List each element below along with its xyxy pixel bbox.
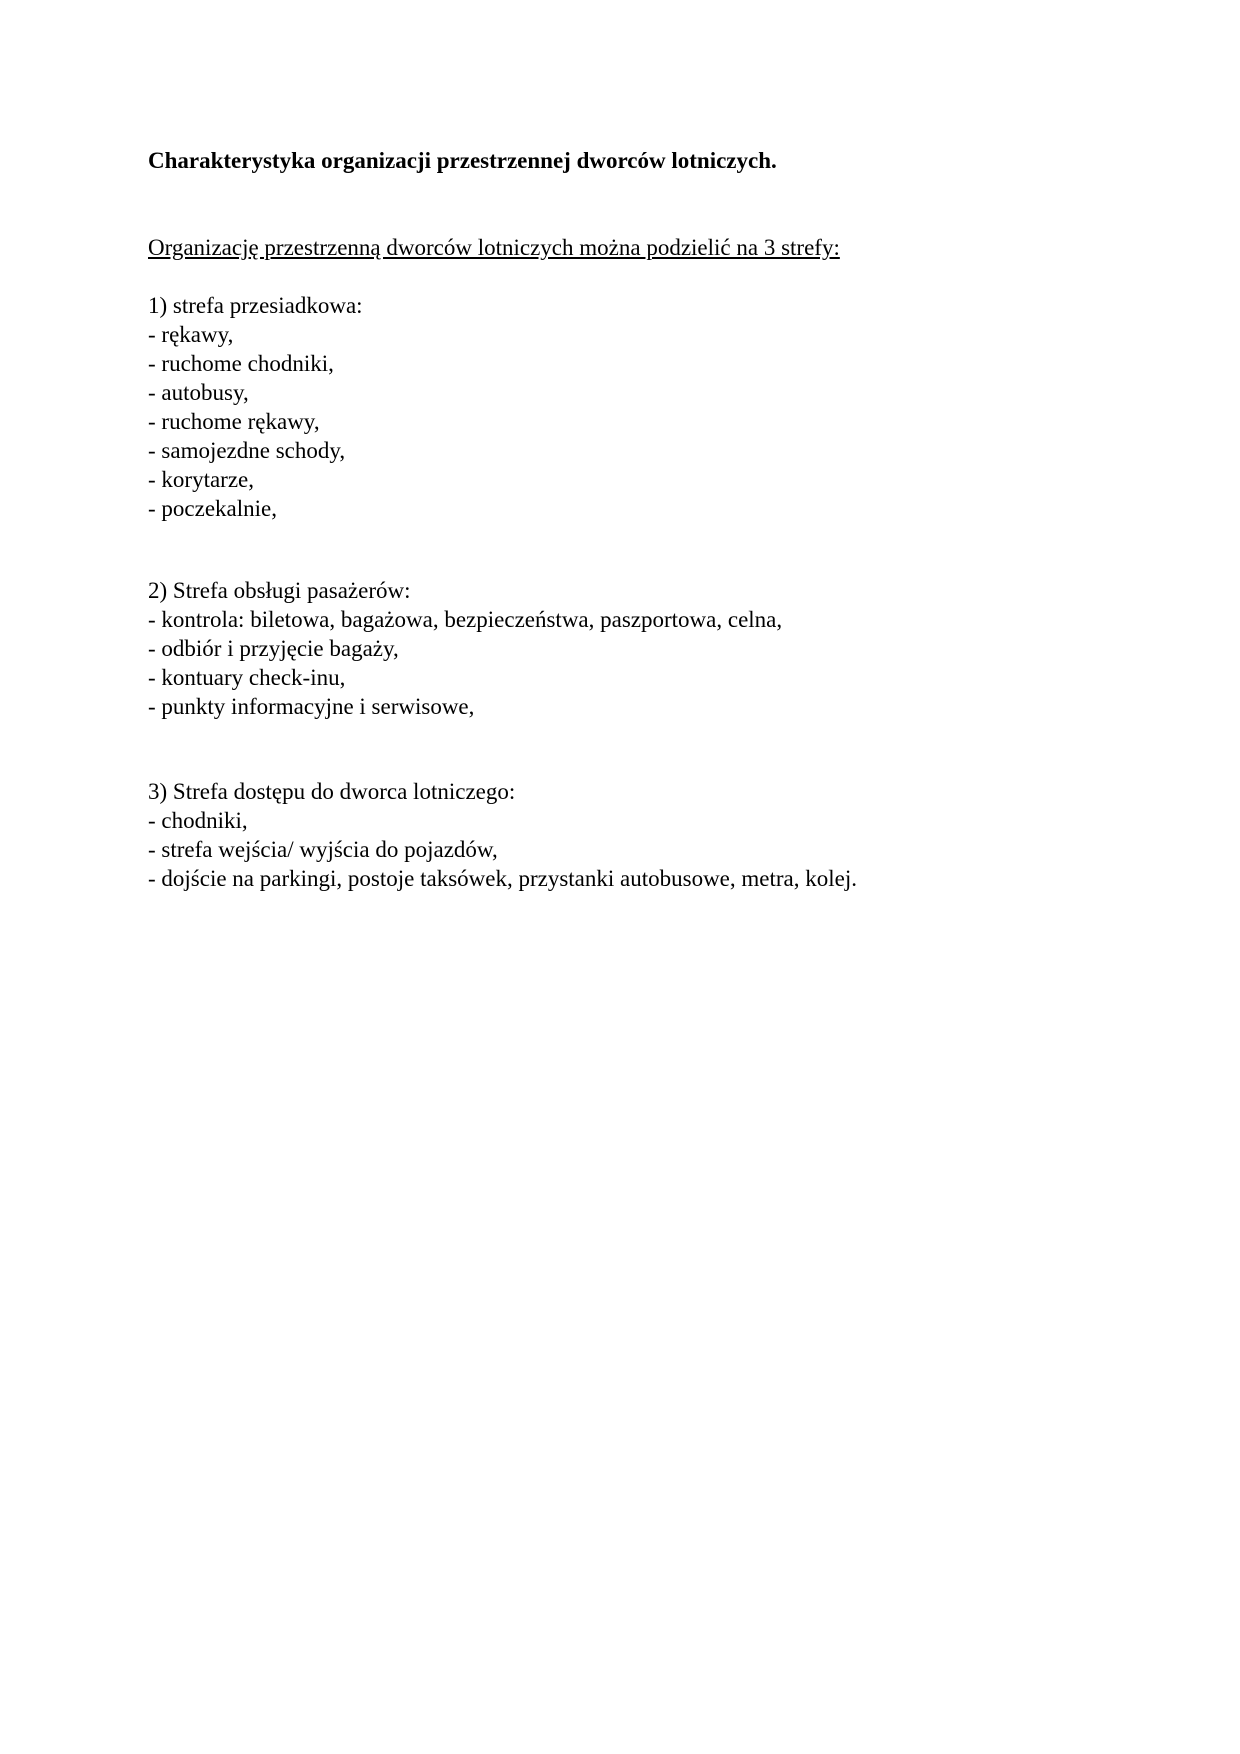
section-list bbox=[148, 806, 857, 893]
list-item: - ruchome rękawy, bbox=[148, 409, 320, 434]
section-passenger-service-zone bbox=[148, 576, 782, 721]
document-intro: Organizację przestrzenną dworców lotniczych można podzielić na 3 strefy: bbox=[148, 235, 840, 260]
list-item: - autobusy, bbox=[148, 380, 249, 405]
list-item: - odbiór i przyjęcie bagaży, bbox=[148, 636, 399, 661]
section-heading: 3) Strefa dostępu do dworca lotniczego: bbox=[148, 779, 516, 804]
list-item: - strefa wejścia/ wyjścia do pojazdów, bbox=[148, 837, 498, 862]
list-item: - kontuary check-inu, bbox=[148, 665, 346, 690]
list-item: - poczekalnie, bbox=[148, 496, 277, 521]
section-transfer-zone bbox=[148, 291, 363, 523]
section-list bbox=[148, 320, 363, 523]
section-heading: 1) strefa przesiadkowa: bbox=[148, 293, 363, 318]
list-item: - kontrola: biletowa, bagażowa, bezpieczeństwa, paszportowa, celna, bbox=[148, 607, 783, 632]
list-item: - samojezdne schody, bbox=[148, 438, 346, 463]
list-item: - chodniki, bbox=[148, 808, 248, 833]
document-title: Charakterystyka organizacji przestrzennej dworców lotniczych. bbox=[148, 148, 777, 173]
list-item: - ruchome chodniki, bbox=[148, 351, 334, 376]
list-item: - korytarze, bbox=[148, 467, 254, 492]
list-item: - rękawy, bbox=[148, 322, 234, 347]
section-heading: 2) Strefa obsługi pasażerów: bbox=[148, 578, 411, 603]
section-list bbox=[148, 605, 782, 721]
section-access-zone bbox=[148, 777, 857, 893]
list-item: - punkty informacyjne i serwisowe, bbox=[148, 694, 475, 719]
list-item: - dojście na parkingi, postoje taksówek, przystanki autobusowe, metra, kolej. bbox=[148, 866, 857, 891]
